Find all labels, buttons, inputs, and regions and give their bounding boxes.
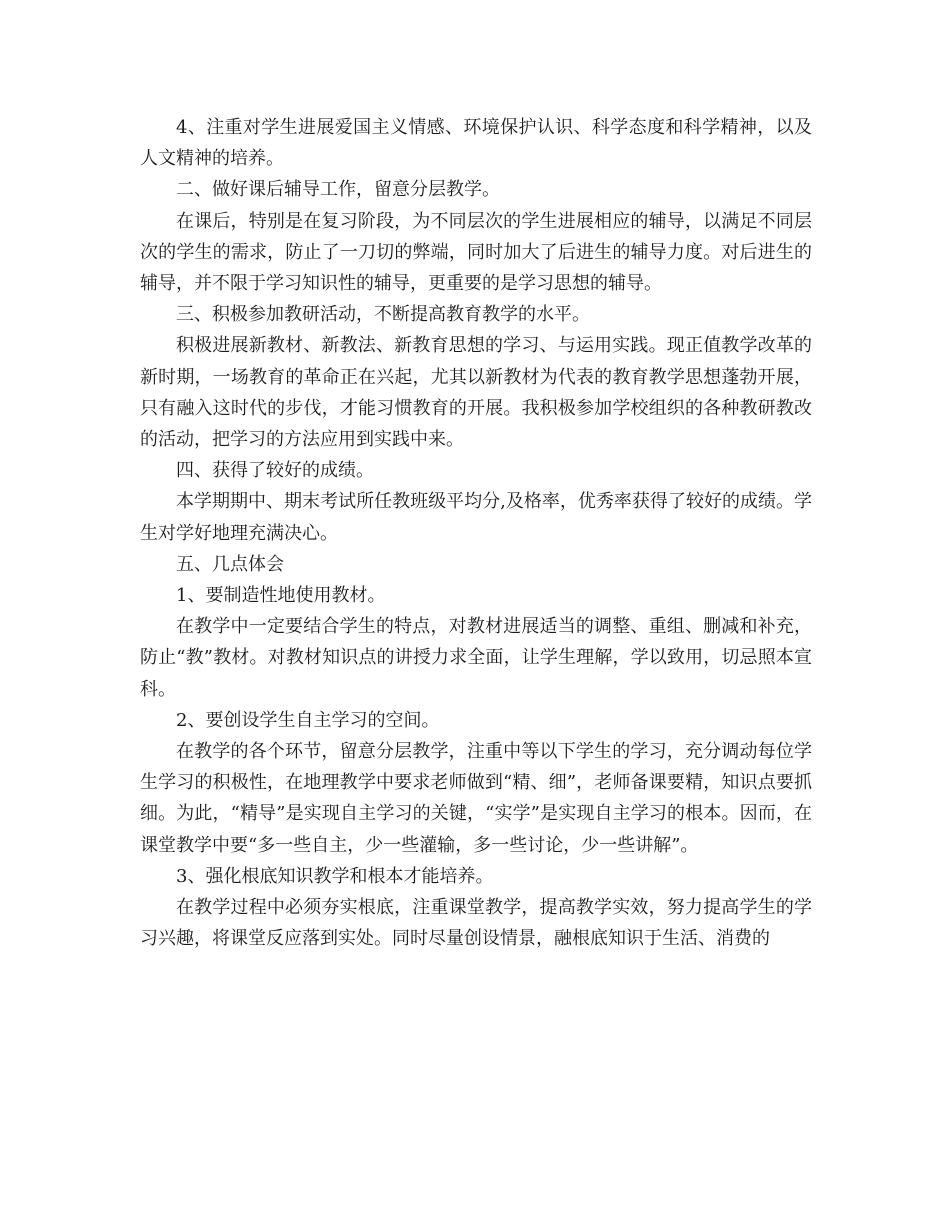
paragraph-fundamentals: 在教学过程中必须夯实根底，注重课堂教学，提高教学实效，努力提高学生的学习兴趣，将课堂反应落到实处。同时尽量创设情景，融根底知识于生活、消费的 xyxy=(140,897,812,950)
heading-section-4: 四、获得了较好的成绩。 xyxy=(176,460,374,482)
heading-section-5: 五、几点体会 xyxy=(176,553,284,575)
paragraph-teaching-research: 积极进展新教材、新教法、新教育思想的学习、与运用实践。现正值教学改革的新时期，一场教育的革命正在兴起，尤其以新教材为代表的教育教学思想蓬勃开展，只有融入这时代的步伐，才能习惯教育的开展。我积极参加学校组织的各种教研教改的活动，把学习的方法应用到实践中来。 xyxy=(140,335,812,451)
subheading-point-2: 2、要创设学生自主学习的空间。 xyxy=(176,709,440,731)
subheading-point-1: 1、要制造性地使用教材。 xyxy=(176,585,386,607)
paragraph-textbook-use: 在教学中一定要结合学生的特点，对教材进展适当的调整、重组、删减和补充，防止“教”教材。对教材知识点的讲授力求全面，让学生理解，学以致用，切忌照本宣科。 xyxy=(140,616,812,700)
paragraph-results: 本学期期中、期末考试所任教班级平均分,及格率，优秀率获得了较好的成绩。学生对学好地理充满决心。 xyxy=(140,491,812,544)
paragraph-after-class-tutoring: 在课后，特别是在复习阶段，为不同层次的学生进展相应的辅导，以满足不同层次的学生的需求，防止了一刀切的弊端，同时加大了后进生的辅导力度。对后进生的辅导，并不限于学习知识性的辅导，更重要的是学习思想的辅导。 xyxy=(140,210,812,295)
document-body xyxy=(140,112,812,954)
heading-section-3: 三、积极参加教研活动，不断提高教育教学的水平。 xyxy=(176,304,590,326)
paragraph-point-4: 4、注重对学生进展爱国主义情感、环境保护认识、科学态度和科学精神，以及人文精神的培养。 xyxy=(140,117,812,170)
heading-section-2: 二、做好课后辅导工作，留意分层教学。 xyxy=(176,179,500,201)
subheading-point-3: 3、强化根底知识教学和根本才能培养。 xyxy=(176,865,494,887)
paragraph-self-learning: 在教学的各个环节，留意分层教学，注重中等以下学生的学习，充分调动每位学生学习的积极性，在地理教学中要求老师做到“精、细”，老师备课要精，知识点要抓细。为此，“精导”是实现自主学习的关键，“实学”是实现自主学习的根本。因而，在课堂教学中要“多一些自主，少一些灌输，多一些讨论，少一些讲解”。 xyxy=(140,741,812,856)
